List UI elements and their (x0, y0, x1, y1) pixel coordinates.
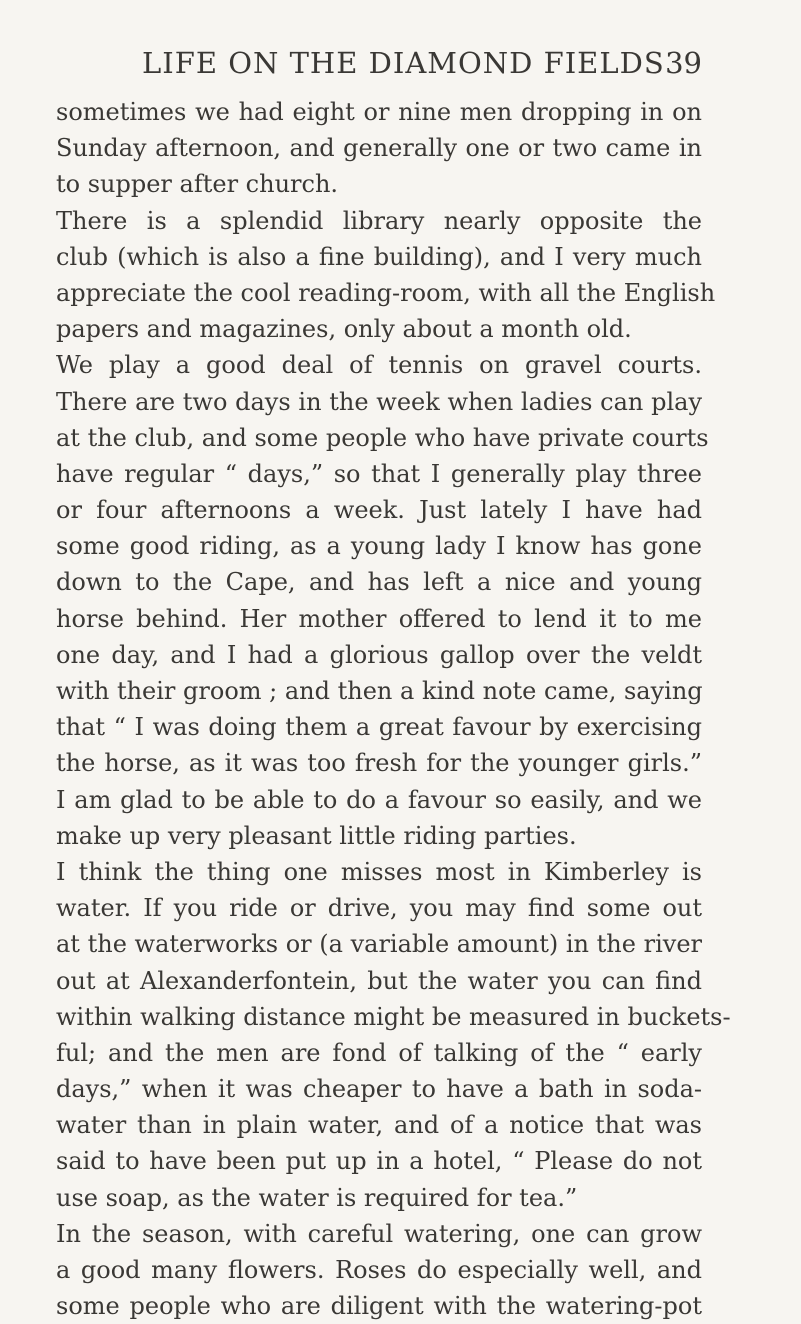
running-title: LIFE ON THE DIAMOND FIELDS (142, 46, 665, 80)
text-line: In the season, with careful watering, one can grow (56, 1219, 702, 1248)
text-line: or four afternoons a week. Just lately I have had (56, 496, 702, 525)
text-line: at the waterworks or (a variable amount) in the river (56, 930, 702, 959)
text-line: with their groom ; and then a kind note came, saying (56, 677, 703, 705)
text-line: use soap, as the water is required for tea.” (56, 1183, 578, 1212)
text-line: within walking distance might be measured in buckets- (56, 1002, 731, 1031)
page-number: 39 (665, 46, 702, 80)
text-line: There are two days in the week when ladies can play (56, 387, 702, 416)
text-line: days,” when it was cheaper to have a bath in soda- (56, 1075, 702, 1104)
text-line: sometimes we had eight or nine men dropping in on (56, 98, 702, 126)
text-line: water. If you ride or drive, you may find some out (56, 894, 702, 923)
text-line: water than in plain water, and of a notice that was (56, 1111, 702, 1140)
text-line: appreciate the cool reading-room, with all the English (56, 278, 716, 307)
text-line: to supper after church. (56, 170, 339, 199)
text-line: make up very pleasant little riding parties. (56, 821, 577, 850)
text-line: some people who are diligent with the watering-pot (56, 1292, 702, 1321)
text-line: the horse, as it was too fresh for the younger girls.” (56, 749, 702, 778)
text-line: a good many flowers. Roses do especially well, and (56, 1256, 702, 1284)
text-line: horse behind. Her mother offered to lend it to me (56, 604, 702, 633)
text-line: papers and magazines, only about a month old. (56, 315, 632, 344)
text-line: We play a good deal of tennis on gravel courts. (56, 351, 702, 380)
text-line: have regular “ days,” so that I generally play three (56, 459, 702, 488)
text-line: that “ I was doing them a great favour by exercising (56, 713, 702, 742)
text-line: one day, and I had a glorious gallop over the veldt (56, 640, 702, 669)
text-line: said to have been put up in a hotel, “ Please do not (56, 1147, 702, 1176)
text-line: down to the Cape, and has left a nice and young (56, 568, 702, 597)
text-line: I am glad to be able to do a favour so easily, and we (56, 785, 702, 814)
body-text (56, 94, 731, 1324)
text-line: club (which is also a fine building), and I very much (56, 242, 702, 271)
text-line: ful; and the men are fond of talking of the “ early (56, 1038, 702, 1067)
text-line: out at Alexanderfontein, but the water you can find (56, 966, 702, 995)
text-line: some good riding, as a young lady I know has gone (56, 532, 702, 561)
running-header (142, 46, 702, 86)
text-line: at the club, and some people who have private courts (56, 423, 709, 452)
text-line: I think the thing one misses most in Kimberley is (56, 857, 702, 886)
text-line: Sunday afternoon, and generally one or two came in (56, 134, 702, 163)
text-line: There is a splendid library nearly opposite the (56, 206, 702, 235)
